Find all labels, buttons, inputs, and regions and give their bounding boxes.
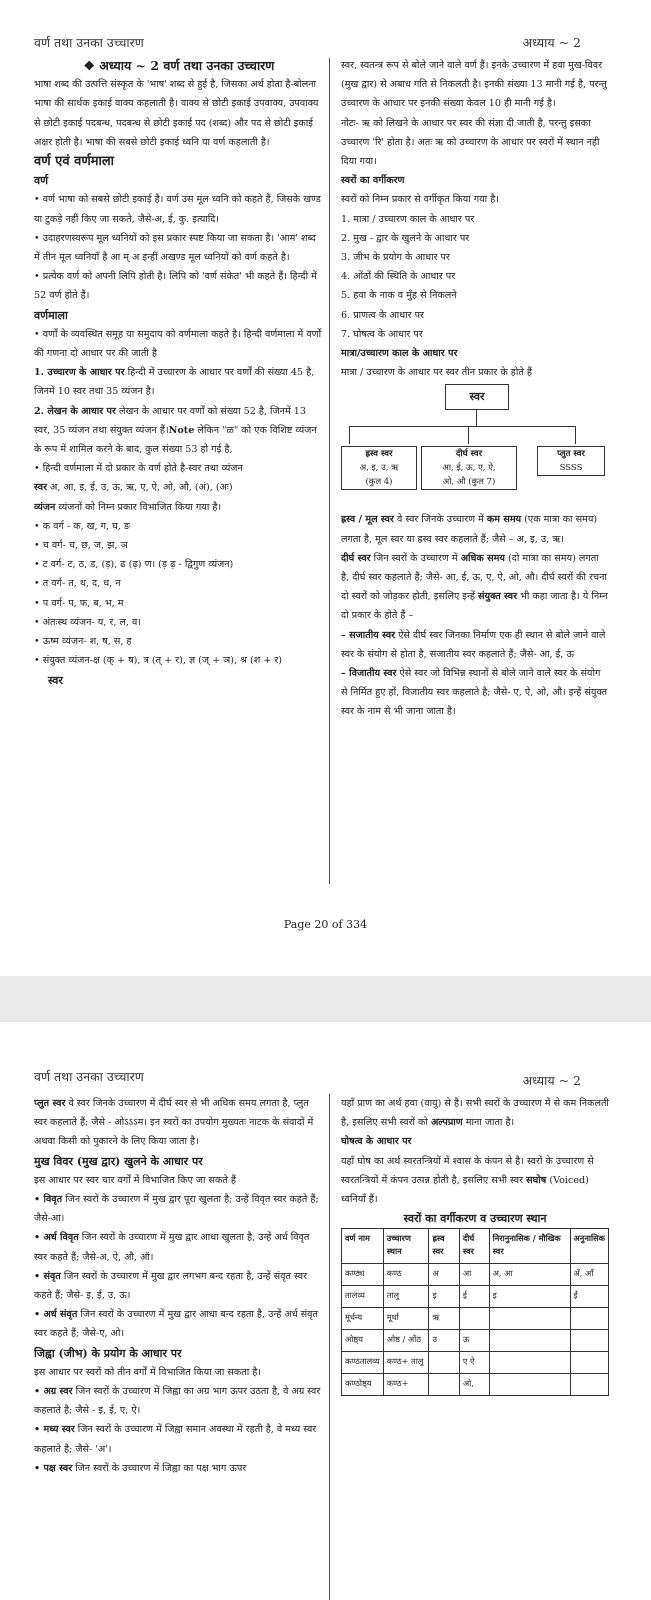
varnmala-point: • वर्णों के व्यवस्थित समूह या समुदाय को वर्णमाला कहते है। हिन्दी वर्णमाला में वर्णों की गणना दो आधार पर की जाती है	[34, 328, 322, 360]
table-cell: ए ऐ	[459, 1352, 489, 1374]
table-cell	[570, 1308, 608, 1330]
heading-jihva: जिह्वा (जीभ) के प्रयोग के आधार पर	[34, 1346, 182, 1360]
swar-line	[34, 478, 324, 497]
table-cell	[459, 1308, 489, 1330]
table-cell	[489, 1374, 570, 1396]
table-header-cell: दीर्घ स्वर	[459, 1229, 489, 1264]
running-header-title: वर्ण तथा उनका उच्चारण	[34, 35, 144, 50]
ardhsamvrit-item	[34, 1305, 324, 1343]
classification-item: 4. ओंठों की स्थिति के आधार पर	[341, 271, 456, 283]
classification-item: 2. मुख - द्वार के खुलने के आधार पर	[341, 232, 470, 244]
table-header-cell: उच्चारण स्थान	[383, 1229, 429, 1264]
tree-deergh-box	[421, 446, 517, 490]
chapter-title: ❖ अध्याय ~ 2 वर्ण तथा उनका उच्चारण	[83, 58, 275, 73]
table-cell: तालव्य	[342, 1286, 384, 1308]
ri-note: नोटः- ऋ को लिखने के आधार पर स्वर की संज्ञा दी जाती है, परन्तु इसका उच्चारण 'रि' होता है। अतः ऋ को उच्चारण के आधार पर स्वरों में स्थान नही दिया गया।	[341, 117, 600, 168]
table-header-cell: निरानुनासिक / मौखिक स्वर	[489, 1229, 570, 1264]
varn-point: • उदाहरणस्वरूप मूल ध्वनियों को इस प्रकार स्पष्ट किया जा सकता है। 'आम' शब्द में तीन मूल ध्वनियाँ है आ म् अ इन्हीं अखण्ड मूल ध्वनियों को वर्ण कहते है।	[34, 232, 316, 264]
samvrit-item	[34, 1267, 324, 1305]
alpaprana-term: अल्पप्राण	[430, 1117, 463, 1129]
running-header-chapter: अध्याय ~ 2	[522, 1073, 581, 1088]
matra-intro: मात्रा / उच्चारण के आधार पर स्वर तीन प्रकार के होते हैं	[341, 367, 532, 379]
table-cell	[570, 1330, 608, 1352]
vivrit-text: जिन स्वरों के उच्चारण में मुख द्वार पूरा खुलता है; उन्हें विवृत स्वर कहते हैं; जैसे-आ।	[34, 1194, 319, 1225]
table-cell: आ	[459, 1264, 489, 1286]
vijatiya-paragraph	[341, 664, 609, 722]
agra-item	[34, 1382, 324, 1420]
tree-hrasv-count: (कुल 4)	[365, 477, 393, 488]
tree-hrasv-items: अ, इ, उ, ऋ	[359, 463, 399, 474]
hrasv-text: (एक मात्रा का समय) लगता है, मूल स्वर या ह्रस्व स्वर कहलाते हैं; जैसे – अ, इ, उ, ऋ।	[341, 514, 598, 545]
note-text: लेकिन "ळ" को एक विशिष्ट व्यंजन के रूप में शामिल करने के बाद, कुल संख्या 53 हो गई है,	[34, 424, 317, 456]
page-21	[0, 1022, 651, 1600]
table-cell	[489, 1352, 570, 1374]
tree-connector	[575, 426, 576, 444]
classification-item: 7. घोषत्व के आधार पर	[341, 328, 423, 340]
heading-varn: वर्ण	[34, 174, 49, 188]
consonant-group: • ऊष्म व्यंजन- श, ष, स, ह	[34, 636, 132, 648]
deergh-text: (दो मात्रा का समय) लगता है, दीर्घ स्वर कहलाते हैं; जैसे- आ, ई, ऊ, ए, ऐ, ओ, औ। दीर्घ स्वरों की रचना दो स्वरों को जोड़कर होती, इसलिए इन्हें	[341, 552, 607, 603]
paksh-item	[34, 1459, 324, 1478]
consonant-group: • क वर्ग - क, ख, ग, घ, ङ	[34, 520, 130, 532]
tree-hrasv-title: ह्रस्व स्वर	[365, 449, 393, 460]
tree-plut-box	[537, 446, 605, 476]
vijatiya-label: – विजातीय स्वर	[341, 668, 397, 680]
tree-connector	[349, 426, 575, 427]
heading-varn-varnmala: वर्ण एवं वर्णमाला	[34, 154, 115, 170]
table-cell: कण्ठ्य	[342, 1264, 384, 1286]
table-cell: इ	[429, 1286, 459, 1308]
swar-label: स्वर	[34, 482, 47, 494]
tree-deergh-items: आ, ई, ऊ, ए, ऐ,	[442, 463, 496, 474]
column-divider	[329, 58, 330, 884]
swar-tree-diagram	[341, 382, 609, 510]
classification-item: 6. प्राणत्व के आधार पर	[341, 309, 424, 321]
table-cell: मूर्धा	[383, 1308, 429, 1330]
table-row	[342, 1308, 609, 1330]
heading-varnmala: वर्णमाला	[34, 308, 68, 322]
sajatiya-text: ऐसे दीर्घ स्वर जिनका निर्माण एक ही स्थान से बोले जाने वाले स्वर के संयोग से होता है, सजातीय स्वर कहलाते हैं; जैसे- आ, ई, ऊ	[341, 629, 606, 660]
ardhvivrit-item	[34, 1228, 324, 1266]
agra-label: • अग्र स्वर	[34, 1386, 73, 1398]
vyanjan-line	[34, 498, 324, 517]
deergh-paragraph	[341, 549, 609, 626]
heading-matra: मात्रा/उच्चारण काल के आधार पर	[341, 348, 458, 360]
ghoshatva-paragraph	[341, 1152, 609, 1210]
table-row	[342, 1286, 609, 1308]
table-row	[342, 1264, 609, 1286]
table-cell: ओष्ठ / ओंठ	[383, 1330, 429, 1352]
table-cell: कण्ठ+	[383, 1374, 429, 1396]
hrasv-emphasis: कम समय	[486, 514, 522, 526]
ghoshatva-text: (Voiced) ध्वनियाँ हैं।	[341, 1174, 589, 1206]
left-column	[34, 56, 324, 690]
sajatiya-paragraph	[341, 626, 609, 664]
tree-connector	[476, 409, 477, 426]
varn-point: • वर्ण भाषा को सबसे छोटी इकाई है। वर्ण उस मूल ध्वनि को कहते हैं, जिसके खण्ड या टुकड़े नहीं किए जा सकते, जैसे-अ, ई, कु. इत्यादि।	[34, 194, 321, 225]
two-types-line: • हिन्दी वर्णमाला में दो प्रकार के वर्ण होते है-स्वर तथा व्यंजन	[34, 463, 243, 475]
tree-plut-items: SSSS	[559, 463, 583, 474]
consonant-group: • ट वर्ग- ट, ठ, ड, (ड़), ढ (ढ़) ण। (ड़ ढ़ - द्विगुण व्यंजन)	[34, 559, 234, 571]
table-header-cell: ह्रस्व स्वर	[429, 1229, 459, 1264]
table-cell: कण्ठ+ तालु	[383, 1352, 429, 1374]
plut-paragraph	[34, 1094, 324, 1152]
classification-item: 1. मात्रा / उच्चारण काल के आधार पर	[341, 213, 475, 225]
deergh-text: जिन स्वरों के उच्चारण में	[370, 552, 461, 564]
consonant-group: • प वर्ग- प, फ, ब, भ, म	[34, 597, 124, 609]
table-cell: कण्ठ	[383, 1264, 429, 1286]
pranatva-text: यहाँ प्राण का अर्थ हवा (वायु) से है। सभी स्वरों के उच्चारण में से कम निकलती है, इसलिए सभी स्वरों को	[341, 1098, 609, 1129]
swar-intro: स्वर, स्वतन्त्र रूप से बोले जाने वाले वर्ण हैं। इनके उच्चारण में हवा मुख-विवर (मुख द्वार) से अबाध गति से निकलती है। इनकी संख्या 13 मानी गई है, परन्तु उच्चारण के आधार पर इनकी संख्या केवल 10 ही मानी गई है।	[341, 60, 607, 110]
deergh-emphasis: अधिक समय	[460, 552, 505, 564]
tree-deergh-items2: ओ, औ (कुल 7)	[442, 477, 496, 488]
consonant-group: • त वर्ग- त, थ, द, ध, न	[34, 578, 121, 590]
classification-intro: स्वरों को निम्न प्रकार से वर्गीकृत किया गया है।	[341, 194, 499, 206]
ardhvivrit-text: जिन स्वरों के उच्चारण में मुख द्वार आधा खुलता है, उन्हें अर्ध विवृत स्वर कहते हैं; जैसे-अ, ऐ, औ, ऑ।	[34, 1232, 310, 1263]
table-cell: ओ,	[459, 1374, 489, 1396]
tree-root: स्वर	[445, 384, 509, 410]
table-cell: अँ, आँ	[570, 1264, 608, 1286]
table-cell: ई	[459, 1286, 489, 1308]
right-column	[341, 1094, 609, 1396]
basis-writing	[34, 402, 324, 460]
column-divider	[329, 1094, 330, 1600]
consonant-group: • अंतःस्थ व्यंजन- य, र, ल, व।	[34, 616, 142, 628]
vyanjan-text: व्यंजनों को निम्न प्रकार विभाजित किया गया है।	[55, 501, 222, 513]
table-cell: कण्ठतालव्य	[342, 1352, 384, 1374]
ghoshatva-text: यहाँ घोष का अर्थ स्वरतन्त्रियों में श्वास के कंपन से है। स्वरों के उच्चारण से स्वरतन्त्रियों में कंपन उत्पन्न होती है, इसलिए सभी स्वर	[341, 1155, 594, 1186]
saghosh-term: सघोष	[526, 1174, 547, 1186]
ardhvivrit-label: • अर्ध विवृत	[34, 1232, 79, 1244]
running-header-title: वर्ण तथा उनका उच्चारण	[34, 1069, 144, 1084]
deergh-emphasis: संयुक्त स्वर	[478, 591, 518, 603]
madhya-label: • मध्य स्वर	[34, 1424, 75, 1436]
vivrit-label: • विवृत	[34, 1194, 63, 1206]
agra-text: जिन स्वरों के उच्चारण में जिह्वा का अग्र भाग ऊपर उठता है, वे अग्र स्वर कहलाते है; जैसे - इ, ई, ए, ऐ।	[34, 1386, 321, 1417]
table-cell	[429, 1352, 459, 1374]
classification-item: 3. जीभ के प्रयोग के आधार पर	[341, 252, 450, 264]
pranatva-paragraph	[341, 1094, 609, 1132]
basis-pronunciation-label: 1. उच्चारण के आधार पर	[34, 367, 125, 379]
jihva-intro: इस आधार पर स्वरों को तीन वर्गों में विभाजित किया जा सकता है।	[34, 1366, 262, 1378]
swar-list: अ, आ, इ, ई, उ, ऊ, ऋ, ए, ऐ, ओ, औ, (अं), (अः)	[47, 482, 233, 494]
hrasv-label: ह्रस्व / मूल स्वर	[341, 514, 394, 526]
madhya-item	[34, 1420, 324, 1458]
madhya-text: जिन स्वरों के उच्चारण में जिह्वा समान अवस्था में रहती है, वे मध्य स्वर कहलाते है; जैसे- 'अ'।	[34, 1424, 317, 1455]
tree-connector	[349, 426, 350, 444]
varn-point: • प्रत्येक वर्ण को अपनी लिपि होती है। लिपि को 'वर्ण संकेत' भी कहते हैं। हिन्दी में 52 वर्ण होते हैं।	[34, 271, 317, 302]
table-cell	[489, 1308, 570, 1330]
vyanjan-label: व्यंजन	[34, 501, 56, 513]
table-cell	[489, 1330, 570, 1352]
table-cell	[570, 1352, 608, 1374]
table-cell: ऊ	[459, 1330, 489, 1352]
mukh-intro: इस आधार पर स्वर चार वर्गों में विभाजित किए जा सकते हैं	[34, 1174, 236, 1186]
table-cell	[570, 1374, 608, 1396]
tree-hrasv-box	[341, 446, 417, 490]
table-row	[342, 1352, 609, 1374]
heading-swar: स्वर	[48, 673, 63, 687]
table-cell: ईं	[570, 1286, 608, 1308]
table-cell	[429, 1374, 459, 1396]
vijatiya-text: ऐसे स्वर जो विभिन्न स्थानों से बोले जाने वाले स्वर के संयोग से निर्मित हुए हों, विजातीय स्वर कहलाते है; जैसे- ए, ऐ, ओ, औ। इन्हें संयुक्त स्वर के नाम से भी जाना जाता है।	[341, 668, 608, 718]
table-cell: ओष्ठ्य	[342, 1330, 384, 1352]
table-caption: स्वरों का वर्गीकरण व उच्चारण स्थान	[403, 1212, 547, 1226]
table-header-cell: वर्ण नाम	[342, 1229, 384, 1264]
basis-writing-label: 2. लेखन के आधार पर	[34, 405, 116, 417]
basis-pronunciation	[34, 363, 324, 401]
table-cell: उ	[429, 1330, 459, 1352]
plut-label: प्लुत स्वर	[34, 1098, 66, 1109]
deergh-text: भी कहा जाता है। ये निम्न दो प्रकार के होते हैं –	[341, 591, 608, 622]
hrasv-paragraph	[341, 510, 609, 548]
right-column	[341, 56, 609, 722]
samvrit-label: • संवृत	[34, 1270, 61, 1282]
consonant-group: • च वर्ग- च, छ, ज, झ, ञ	[34, 540, 128, 552]
intro-paragraph: भाषा शब्द की उत्पत्ति संस्कृत के 'भाष' शब्द से हुई है, जिसका अर्थ होता है-बोलना भाषा की सार्थक इकाई वाक्य कहलाती है। वाक्य से छोटी इकाई उपवाक्य, उपवाक्य से छोटी इकाई पदबन्ध, पदबन्ध से छोटी इकाई पद (शब्द) और पद से छोटी इकाई अक्षर होती है। भाषा की सबसे छोटी इकाई ध्वनि या वर्ण कहलाती है।	[34, 79, 319, 148]
ardhsamvrit-text: जिन स्वरों के उच्चारण में मुख द्वार आधा बन्द रहता है, उन्हें अर्ध संवृत स्वर कहते हैं; जैसे-ए, ओ।	[34, 1309, 318, 1340]
pranatva-text: माना जाता है।	[462, 1117, 515, 1129]
tree-plut-title: प्लुत स्वर	[557, 449, 585, 460]
classification-item: 5. हवा के नाक व मुँह से निकलने	[341, 290, 457, 302]
running-header-chapter: अध्याय ~ 2	[522, 35, 581, 50]
plut-text: वे स्वर जिनके उच्चारण में दीर्घ स्वर से भी अधिक समय लगता है, प्लुत स्वर कहलाते हैं; जैसे - ओऽऽऽम। इन स्वरों का उपयोग मुख्यतः नाटक के संवादों में अथवा किसी को पुकारने के लिए किया जाता है।	[34, 1098, 314, 1148]
table-row	[342, 1330, 609, 1352]
paksh-label: • पक्ष स्वर	[34, 1462, 73, 1474]
deergh-label: दीर्घ स्वर	[341, 552, 371, 564]
paksh-text: जिन स्वरों के उच्चारण में जिह्वा का पक्ष भाग ऊपर	[72, 1462, 247, 1474]
table-cell: मूर्धन्य	[342, 1308, 384, 1330]
heading-classification: स्वरों का वर्गीकरण	[341, 175, 405, 187]
basis-pronunciation-text: हिन्दी में उच्चारण के आधार पर वर्णों की संख्या 45 है, जिनमें 10 स्वर तथा 35 व्यंजन है।	[34, 367, 315, 398]
heading-ghoshatva: घोषत्व के आधार पर	[341, 1136, 412, 1148]
tree-connector	[468, 426, 469, 444]
table-cell: इ	[489, 1286, 570, 1308]
vivrit-item	[34, 1190, 324, 1228]
heading-mukh-vivar: मुख विवर (मुख द्वार) खुलने के आधार पर	[34, 1154, 203, 1168]
table-cell: कण्ठोष्ठ्य	[342, 1374, 384, 1396]
sajatiya-label: – सजातीय स्वर	[341, 629, 396, 641]
table-cell: अ, आ	[489, 1264, 570, 1286]
samvrit-text: जिन स्वरों के उच्चारण में मुख द्वार लगभग बन्द रहता है, उन्हें संवृत स्वर कहते हैं; जैसे- इ, ई, उ, ऊ।	[34, 1270, 307, 1302]
basis-writing-text: लेखन के आधार पर वर्णों को संख्या 52 है, जिनमें 13 स्वर, 35 व्यंजन तथा संयुक्त व्यंजन हैं।	[34, 405, 306, 436]
table-row	[342, 1374, 609, 1396]
table-header-row	[342, 1229, 609, 1264]
table-cell: अ	[429, 1264, 459, 1286]
vowel-classification-table	[341, 1228, 609, 1396]
left-column	[34, 1094, 324, 1478]
consonant-group: • संयुक्त व्यंजन-क्ष (क् + ष), त्र (त् + र), ज्ञ (ज् + ञ), श्र (श + र)	[34, 655, 283, 667]
note-label: Note	[168, 424, 195, 436]
table-cell: ऋ	[429, 1308, 459, 1330]
page-number: Page 20 of 334	[283, 918, 368, 931]
table-header-cell: अनुनासिक	[570, 1229, 608, 1264]
hrasv-text: वे स्वर जिनके उच्चारण में	[393, 514, 487, 526]
table-cell: तालु	[383, 1286, 429, 1308]
tree-deergh-title: दीर्घ स्वर	[455, 449, 483, 460]
ardhsamvrit-label: • अर्ध संवृत	[34, 1309, 78, 1321]
